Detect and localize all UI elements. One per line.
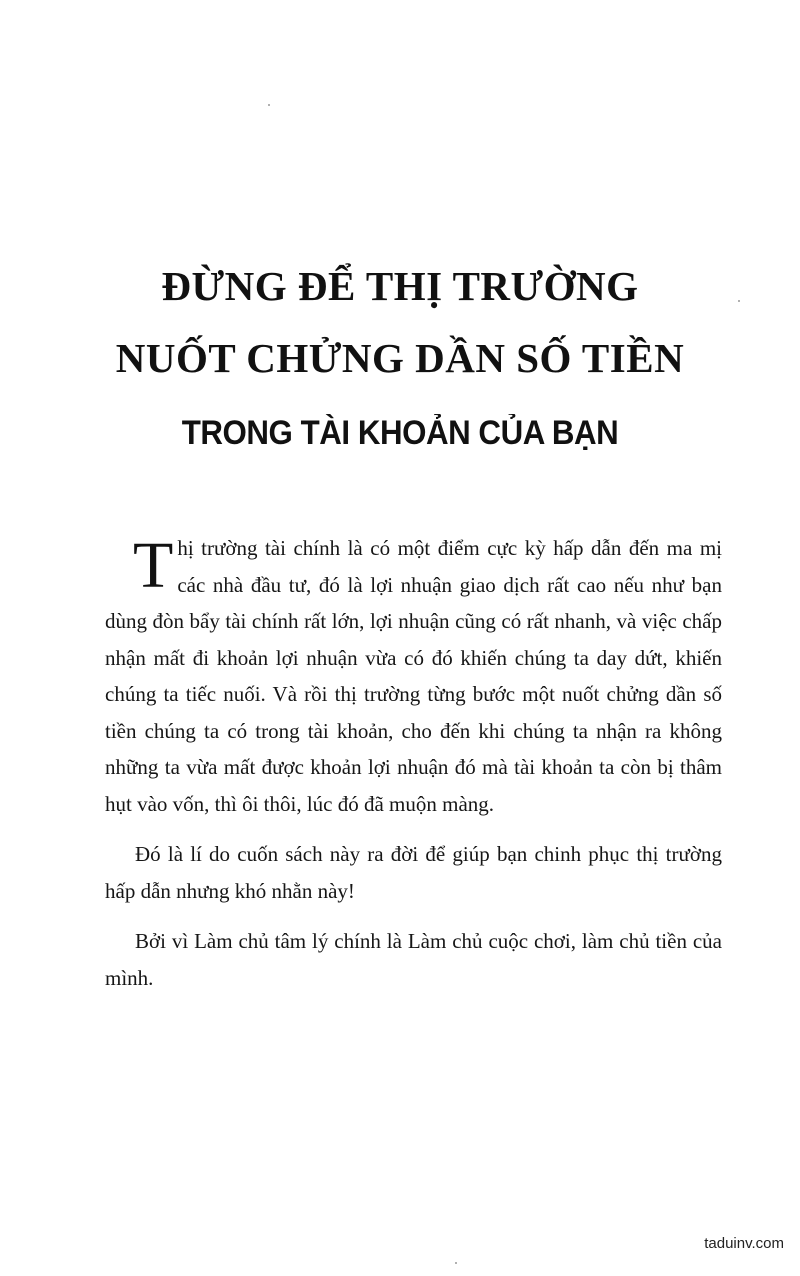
title-line-1: ĐỪNG ĐỂ THỊ TRƯỜNG [161,263,639,309]
paragraph-1 [105,530,722,822]
drop-cap: T [133,529,174,602]
paragraph-1-text: hị trường tài chính là có một điểm cực kỳ hấp dẫn đến ma mị các nhà đầu tư, đó là lợi nhuận giao dịch rất cao nếu như bạn dùng đòn bẩy tài chính rất lớn, lợi nhuận cũng có rất nhanh, và việc chấp nhận mất đi khoản lợi nhuận vừa có đó khiến chúng ta day dứt, khiến chúng ta tiếc nuối. Và rồi thị trường từng bước một nuốt chửng dần số tiền chúng ta có trong tài khoản, cho đến khi chúng ta nhận ra không những ta vừa mất được khoản lợi nhuận đó mà tài khoản ta còn bị thâm hụt vào vốn, thì ôi thôi, lúc đó đã muộn màng. [105,536,722,816]
watermark: taduinv.com [704,1235,784,1252]
scan-speck [738,300,740,302]
paragraph-3: Bởi vì Làm chủ tâm lý chính là Làm chủ cuộc chơi, làm chủ tiền của mình. [105,929,722,990]
body-text [105,530,722,996]
scan-speck [455,1262,457,1264]
title-line-3: TRONG TÀI KHOẢN CỦA BẠN [181,414,619,452]
scan-speck [268,104,270,106]
chapter-title [0,250,800,472]
paragraph-2: Đó là lí do cuốn sách này ra đời để giúp bạn chinh phục thị trường hấp dẫn nhưng khó nhằn này! [105,842,722,903]
title-line-2: NUỐT CHỬNG DẦN SỐ TIỀN [115,335,685,381]
